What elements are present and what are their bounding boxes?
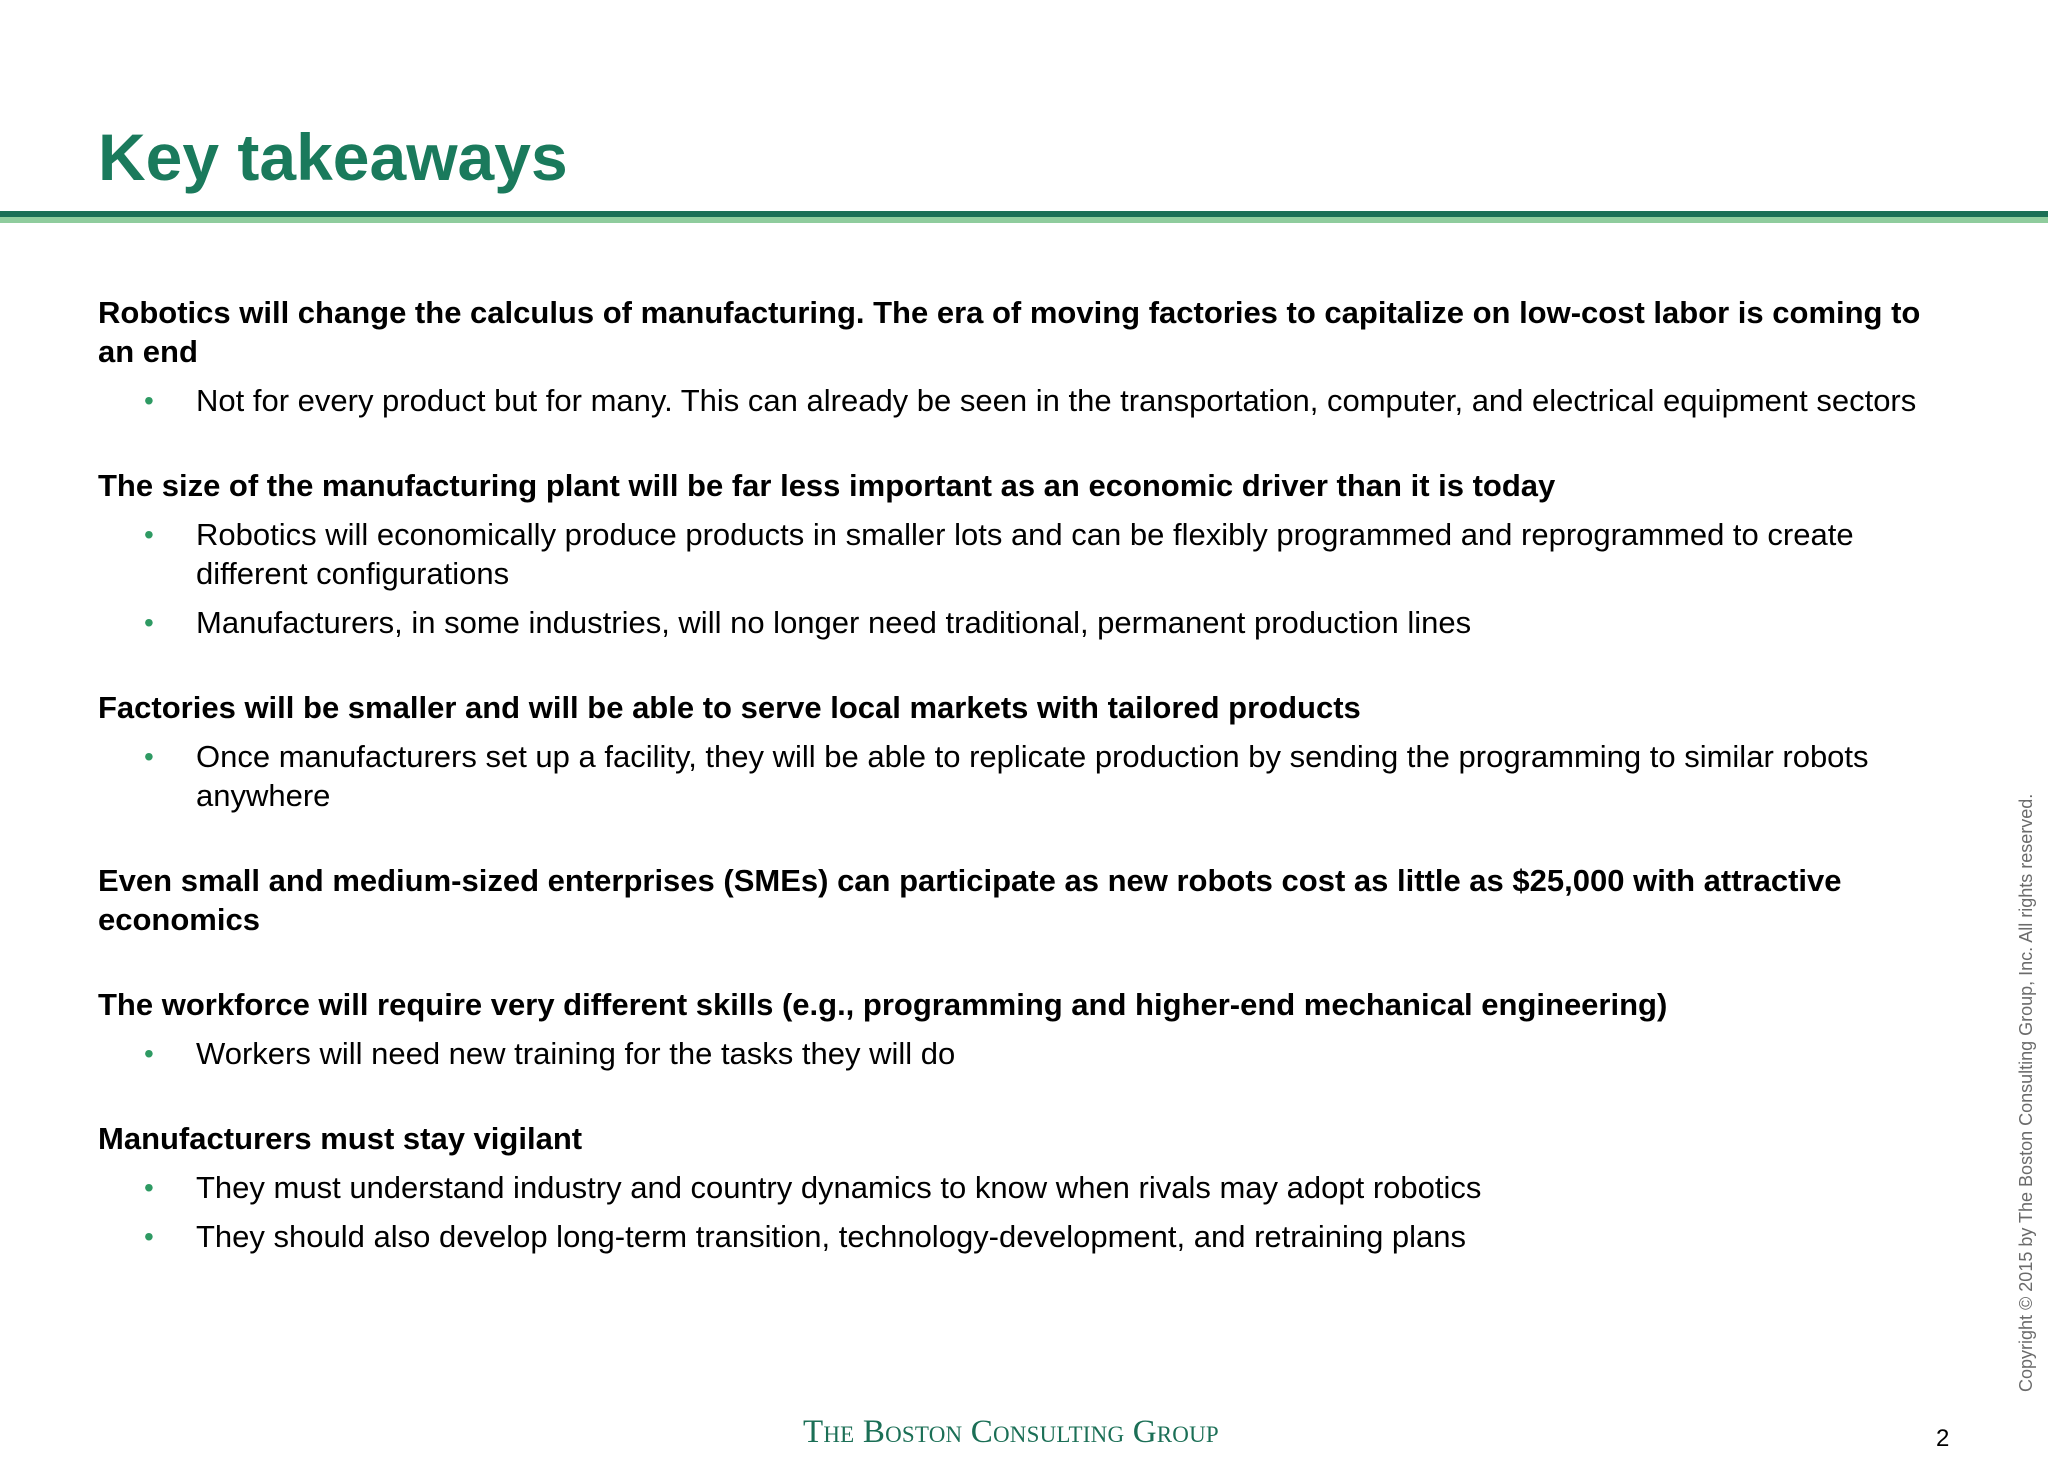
page-number: 2	[1936, 1425, 1950, 1452]
takeaway-section	[98, 688, 1958, 815]
bullet-dot-icon: •	[144, 1172, 154, 1203]
takeaway-section	[98, 861, 1958, 939]
bullet-dot-icon: •	[144, 741, 154, 772]
bullet-item	[98, 1034, 1958, 1073]
bullet-list	[98, 1168, 1958, 1256]
bullet-dot-icon: •	[144, 519, 154, 550]
copyright-notice: Copyright © 2015 by The Boston Consulting Group, Inc. All rights reserved.	[2016, 793, 2036, 1392]
bullet-list	[98, 515, 1958, 642]
bullet-text: Once manufacturers set up a facility, they will be able to replicate production by sending the programming to similar robots anywhere	[196, 739, 1869, 813]
bullet-text: Manufacturers, in some industries, will no longer need traditional, permanent production lines	[196, 605, 1472, 640]
bullet-dot-icon: •	[144, 385, 154, 416]
takeaway-heading: Factories will be smaller and will be able to serve local markets with tailored products	[98, 690, 1361, 725]
bullet-text: Not for every product but for many. This can already be seen in the transportation, computer, and electrical equipment sectors	[196, 383, 1917, 418]
bullet-dot-icon: •	[144, 607, 154, 638]
bullet-text: They should also develop long-term transition, technology-development, and retraining plans	[196, 1219, 1467, 1254]
takeaway-section	[98, 1119, 1958, 1256]
takeaway-section	[98, 985, 1958, 1073]
bullet-list	[98, 1034, 1958, 1073]
takeaways-list	[98, 293, 1958, 1302]
bullet-item	[98, 381, 1958, 420]
bullet-item	[98, 1217, 1958, 1256]
bullet-dot-icon: •	[144, 1221, 154, 1252]
title-rule-light	[0, 217, 2048, 223]
bullet-text: They must understand industry and country dynamics to know when rivals may adopt robotics	[196, 1170, 1482, 1205]
bullet-list	[98, 381, 1958, 420]
takeaway-heading: Manufacturers must stay vigilant	[98, 1121, 583, 1156]
bullet-item	[98, 515, 1958, 593]
takeaway-heading: The workforce will require very different skills (e.g., programming and higher-end mechanical engineering)	[98, 987, 1668, 1022]
takeaway-heading: The size of the manufacturing plant will be far less important as an economic driver than it is today	[98, 468, 1556, 503]
takeaway-section	[98, 293, 1958, 420]
bullet-list	[98, 737, 1958, 815]
takeaway-section	[98, 466, 1958, 642]
bullet-item	[98, 603, 1958, 642]
bullet-item	[98, 1168, 1958, 1207]
bullet-text: Workers will need new training for the tasks they will do	[196, 1036, 956, 1071]
bullet-text: Robotics will economically produce products in smaller lots and can be flexibly programmed and reprogrammed to create different configurations	[196, 517, 1854, 591]
takeaway-heading: Even small and medium-sized enterprises (SMEs) can participate as new robots cost as little as $25,000 with attractive economics	[98, 863, 1842, 937]
bullet-dot-icon: •	[144, 1038, 154, 1069]
takeaway-heading: Robotics will change the calculus of manufacturing. The era of moving factories to capitalize on low-cost labor is coming to an end	[98, 295, 1921, 369]
bcg-logo: The Boston Consulting Group	[803, 1414, 1219, 1450]
slide-title: Key takeaways	[98, 120, 568, 194]
bullet-item	[98, 737, 1958, 815]
